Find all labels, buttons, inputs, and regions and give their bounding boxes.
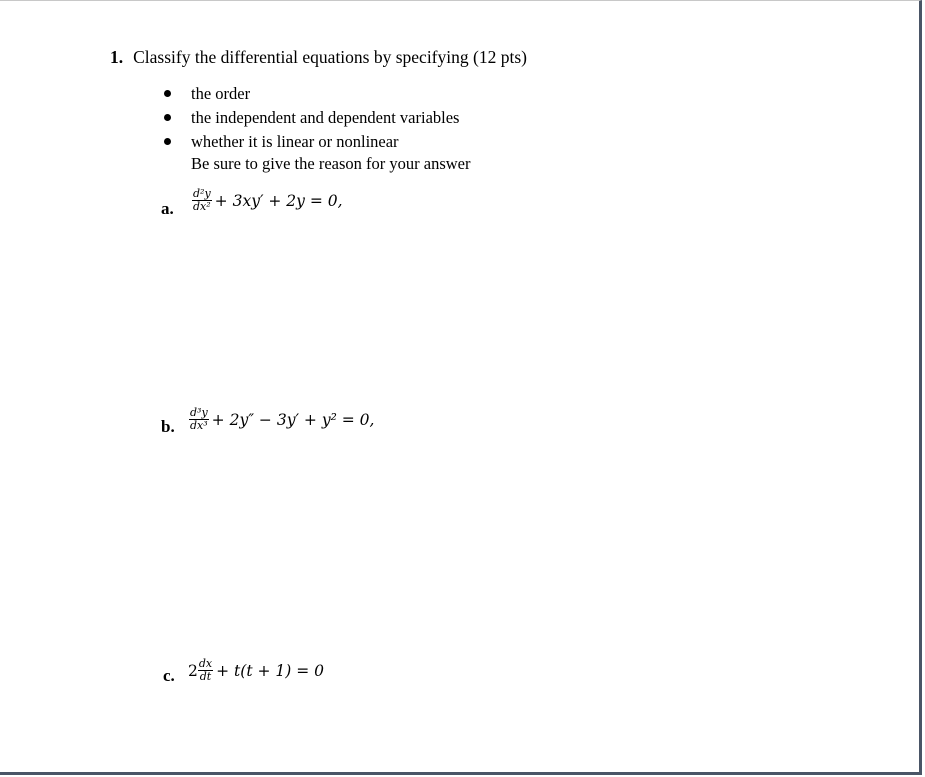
part-a-equation <box>192 188 343 213</box>
question-number: 1. <box>110 47 124 67</box>
bullet-icon <box>164 90 171 97</box>
part-b-equation <box>189 407 374 432</box>
list-item <box>164 107 459 131</box>
part-b-numerator: d³y <box>190 406 208 419</box>
instruction-note: Be sure to give the reason for your answer <box>191 154 471 173</box>
part-c-remainder: + t(t + 1) = 0 <box>216 661 324 680</box>
criteria-list <box>164 83 459 155</box>
part-c-label: c. <box>163 666 175 685</box>
part-b-fraction <box>189 407 209 432</box>
part-c-fraction <box>198 658 213 683</box>
part-c-numerator: dx <box>198 657 213 670</box>
question-heading <box>110 47 527 68</box>
question-text: Classify the differential equations by specifying (12 pts) <box>133 47 527 67</box>
part-a-denominator: dx² <box>193 200 211 213</box>
part-b-denominator: dx³ <box>190 419 208 432</box>
criteria-item-linearity: whether it is linear or nonlinear <box>191 132 399 151</box>
criteria-item-order: the order <box>191 84 251 103</box>
list-item <box>164 131 459 155</box>
part-a-numerator: d²y <box>193 187 211 200</box>
part-a-label: a. <box>161 199 174 218</box>
bullet-icon <box>164 114 171 121</box>
part-b-label: b. <box>161 417 175 436</box>
list-item <box>164 83 459 107</box>
part-a-remainder: + 3xy′ + 2y = 0, <box>214 191 343 210</box>
part-c-denominator: dt <box>199 670 212 683</box>
part-b-remainder: + 2y″ − 3y′ + y² = 0, <box>211 410 375 429</box>
part-c-equation <box>188 658 324 683</box>
part-a-fraction <box>192 188 212 213</box>
criteria-item-variables: the independent and dependent variables <box>191 108 460 127</box>
part-c-coefficient: 2 <box>188 661 198 680</box>
bullet-icon <box>164 138 171 145</box>
